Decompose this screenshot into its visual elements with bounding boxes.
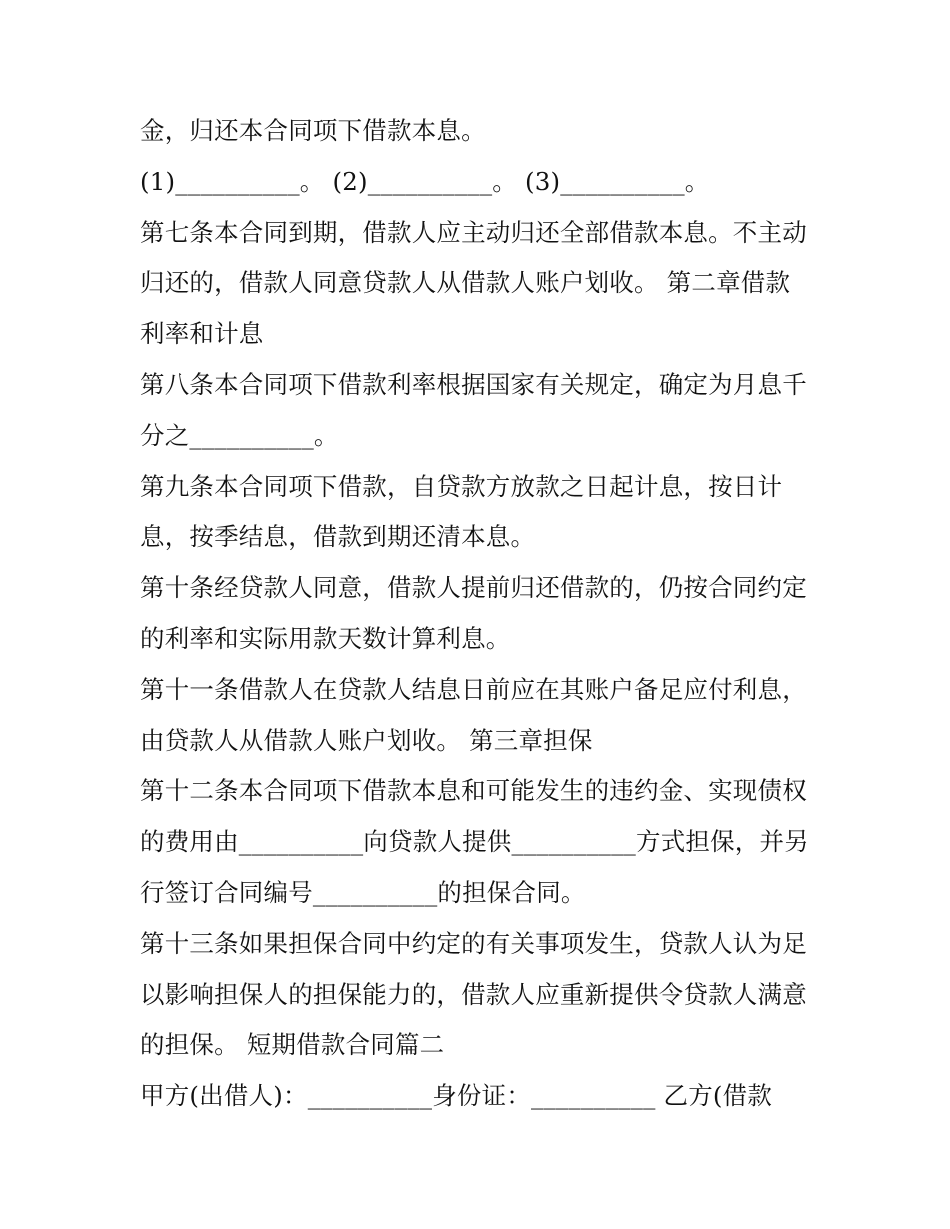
text-line: 以影响担保人的担保能力的，借款人应重新提供令贷款人满意 [140, 979, 807, 1009]
text-line: 由贷款人从借款人账户划收。 第三章担保 [140, 725, 593, 755]
text-line: 金，归还本合同项下借款本息。 [140, 116, 486, 145]
text-line: 第十三条如果担保合同中约定的有关事项发生，贷款人认为足 [140, 928, 807, 958]
text-line: 第八条本合同项下借款利率根据国家有关规定，确定为月息千 [140, 369, 807, 399]
text-line: 分之__________。 [140, 420, 339, 450]
text-line: 第十条经贷款人同意，借款人提前归还借款的，仍按合同约定 [140, 573, 807, 603]
text-line: 的利率和实际用款天数计算利息。 [140, 623, 511, 653]
text-line: 甲方(出借人)：__________身份证：__________ 乙方(借款 [140, 1081, 773, 1111]
text-line: 利率和计息 [140, 319, 264, 349]
text-line: 第十一条借款人在贷款人结息日前应在其账户备足应付利息， [140, 674, 807, 704]
text-line: 的担保。 短期借款合同篇二 [140, 1030, 445, 1060]
contract-body-text [140, 106, 830, 1122]
text-line: 的费用由__________向贷款人提供__________方式担保，并另 [140, 827, 809, 857]
text-line: 第七条本合同到期，借款人应主动归还全部借款本息。不主动 [140, 217, 807, 247]
text-line: (1)__________。 (2)__________。 (3)__________。 [140, 166, 710, 196]
text-line: 归还的，借款人同意贷款人从借款人账户划收。 第二章借款 [140, 268, 791, 298]
text-line: 第十二条本合同项下借款本息和可能发生的违约金、实现债权 [140, 776, 807, 806]
text-line: 息，按季结息，借款到期还清本息。 [140, 522, 536, 552]
text-line: 行签订合同编号__________的担保合同。 [140, 877, 586, 907]
text-line: 第九条本合同项下借款，自贷款方放款之日起计息，按日计 [140, 471, 783, 501]
